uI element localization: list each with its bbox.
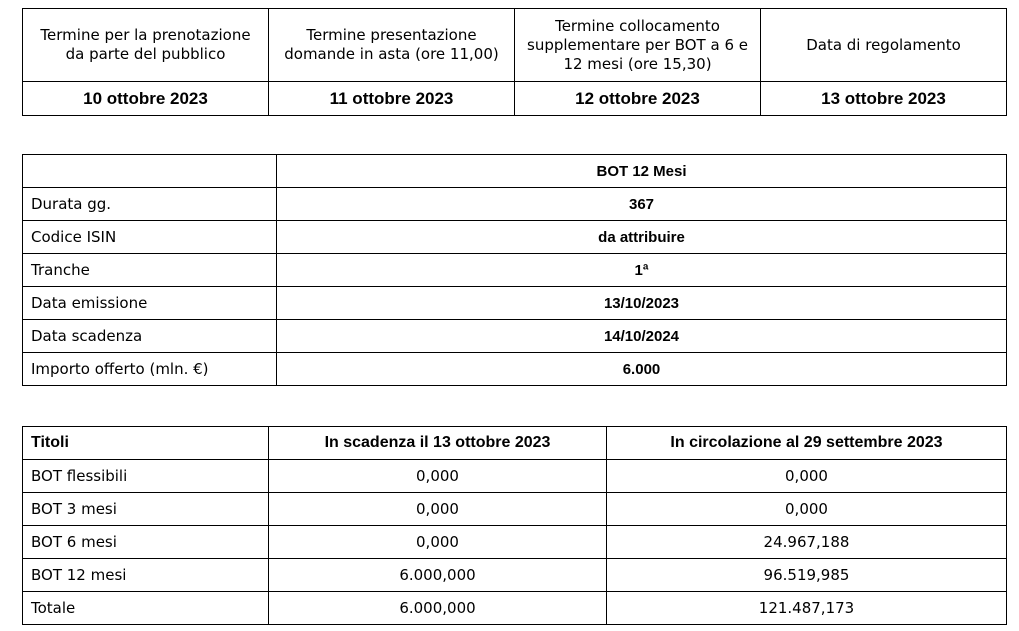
total-row [23,592,1007,625]
header-titles: Titoli [23,427,269,460]
header-maturing: In scadenza il 13 ottobre 2023 [269,427,607,460]
bond-row [23,254,1007,287]
header-supplementary-deadline: Termine collocamento supplementare per BOT a 6 e 12 mesi (ore 15,30) [515,9,761,82]
bond-row-label: Data emissione [23,287,277,320]
bond-row-label: Durata gg. [23,188,277,221]
bond-row-label: Importo offerto (mln. €) [23,353,277,386]
maturing-amount: 6.000,000 [269,592,607,625]
bond-row-value: 14/10/2024 [277,320,1007,353]
outstanding-amount: 96.519,985 [607,559,1007,592]
booking-deadline-date: 10 ottobre 2023 [23,82,269,116]
bond-column-header: BOT 12 Mesi [277,155,1007,188]
outstanding-amount: 24.967,188 [607,526,1007,559]
bond-header-row [23,155,1007,188]
outstanding-amount: 121.487,173 [607,592,1007,625]
security-title: BOT 3 mesi [23,493,269,526]
schedule-table [22,8,1007,116]
security-title: BOT 6 mesi [23,526,269,559]
bond-row [23,353,1007,386]
maturing-amount: 0,000 [269,460,607,493]
bond-row-value: da attribuire [277,221,1007,254]
schedule-header-row [23,9,1007,82]
settlement-date: 13 ottobre 2023 [761,82,1007,116]
bond-row-label: Data scadenza [23,320,277,353]
bond-row [23,221,1007,254]
bond-row-value: 367 [277,188,1007,221]
header-auction-deadline: Termine presentazione domande in asta (ore 11,00) [269,9,515,82]
security-title: Totale [23,592,269,625]
schedule-date-row [23,82,1007,116]
header-booking-deadline: Termine per la prenotazione da parte del pubblico [23,9,269,82]
empty-corner-cell [23,155,277,188]
outstanding-amount: 0,000 [607,493,1007,526]
bond-row-value: 6.000 [277,353,1007,386]
header-settlement-date: Data di regolamento [761,9,1007,82]
bond-row-label: Tranche [23,254,277,287]
maturing-amount: 0,000 [269,526,607,559]
bond-row-value: 13/10/2023 [277,287,1007,320]
header-outstanding: In circolazione al 29 settembre 2023 [607,427,1007,460]
table-row [23,526,1007,559]
table-row [23,559,1007,592]
bond-details-table [22,154,1007,386]
auction-deadline-date: 11 ottobre 2023 [269,82,515,116]
supplementary-deadline-date: 12 ottobre 2023 [515,82,761,116]
securities-header-row [23,427,1007,460]
bond-row [23,287,1007,320]
securities-table [22,426,1007,625]
table-row [23,493,1007,526]
bond-row [23,320,1007,353]
maturing-amount: 0,000 [269,493,607,526]
outstanding-amount: 0,000 [607,460,1007,493]
security-title: BOT flessibili [23,460,269,493]
maturing-amount: 6.000,000 [269,559,607,592]
security-title: BOT 12 mesi [23,559,269,592]
bond-row-value: 1ª [277,254,1007,287]
table-row [23,460,1007,493]
bond-row [23,188,1007,221]
bond-row-label: Codice ISIN [23,221,277,254]
